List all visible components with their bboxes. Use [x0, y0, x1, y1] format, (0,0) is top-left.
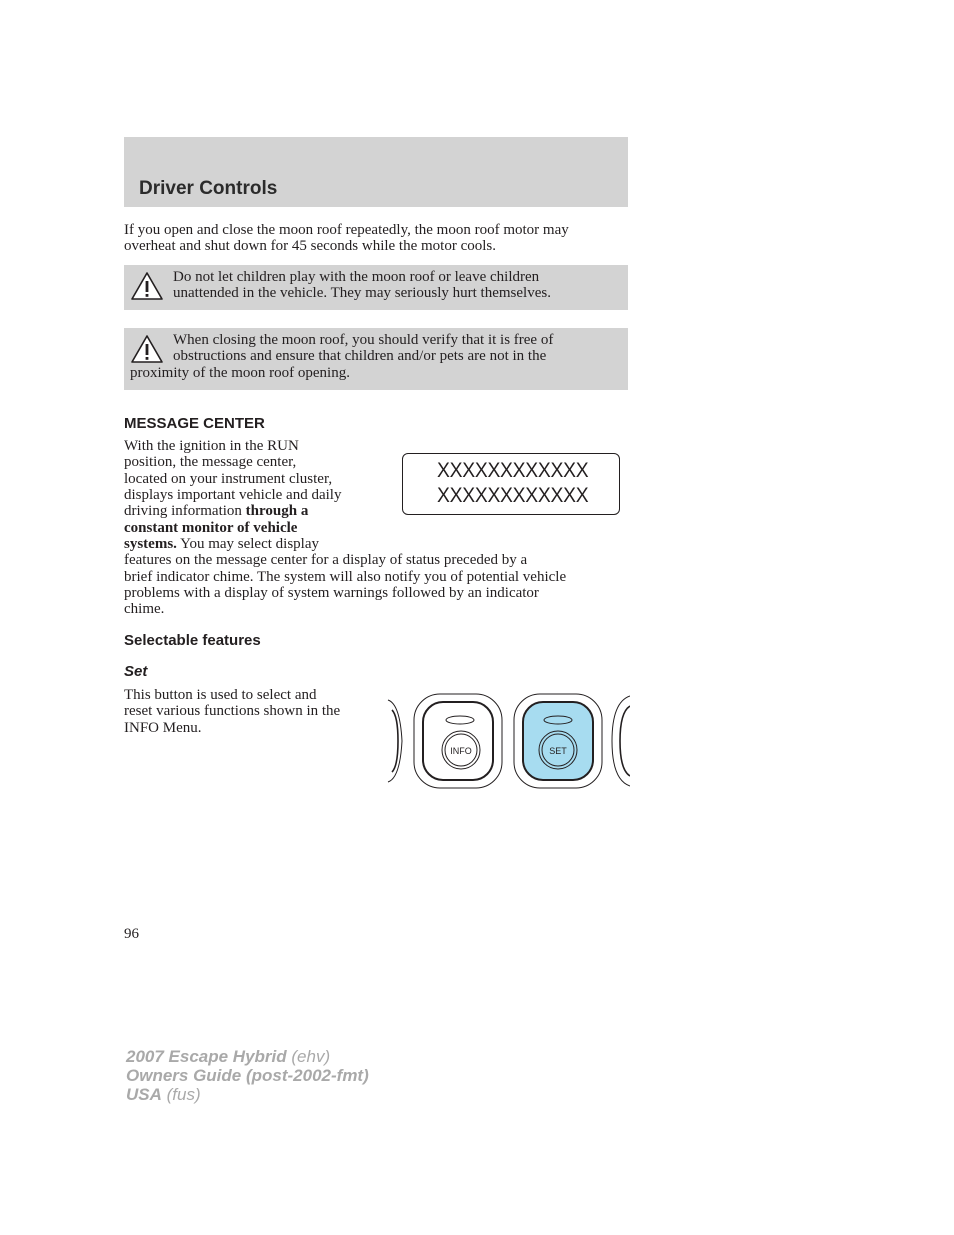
- text-bold: constant monitor of vehicle: [124, 520, 298, 536]
- message-center-line: problems with a display of system warnings followed by an indicator: [124, 585, 539, 601]
- footer-line: [126, 1066, 369, 1085]
- message-center-display: [402, 453, 620, 515]
- message-center-heading: MESSAGE CENTER: [124, 415, 265, 432]
- footer-code: (fus): [161, 1085, 201, 1104]
- text-normal: You may select display: [176, 536, 319, 552]
- warning-box-children: [124, 265, 628, 310]
- warning-icon: [130, 334, 164, 364]
- message-center-line: [124, 520, 297, 536]
- message-center-line: located on your instrument cluster,: [124, 471, 333, 487]
- message-center-line: features on the message center for a display of status preceded by a: [124, 552, 528, 568]
- footer-model: 2007 Escape Hybrid: [126, 1047, 287, 1066]
- display-line: XXXXXXXXXXXX: [437, 484, 589, 507]
- warning-box-moon-roof: [124, 328, 628, 390]
- warning-text-line: Do not let children play with the moon roof or leave children: [173, 269, 540, 285]
- warning-text-line: obstructions and ensure that children and/or pets are not in the: [173, 348, 547, 364]
- message-center-line: displays important vehicle and daily: [124, 487, 342, 503]
- text-normal: driving information: [124, 503, 246, 519]
- footer-market: USA: [126, 1085, 162, 1104]
- message-center-line: With the ignition in the RUN: [124, 438, 299, 454]
- selectable-features-heading: Selectable features: [124, 632, 261, 649]
- set-description-line: reset various functions shown in the: [124, 703, 341, 719]
- set-description-line: This button is used to select and: [124, 687, 317, 703]
- info-set-buttons-illustration: [386, 692, 630, 790]
- page-number: 96: [124, 926, 139, 942]
- footer-line: [126, 1047, 330, 1066]
- warning-text-line: proximity of the moon roof opening.: [130, 365, 350, 381]
- warning-text-line: When closing the moon roof, you should verify that it is free of: [173, 332, 554, 348]
- message-center-line: chime.: [124, 601, 165, 617]
- message-center-line: brief indicator chime. The system will also notify you of potential vehicle: [124, 569, 567, 585]
- set-button-label: SET: [549, 746, 567, 756]
- message-center-line: position, the message center,: [124, 454, 297, 470]
- footer-code: (ehv): [286, 1047, 331, 1066]
- text-bold: through a: [245, 503, 309, 519]
- footer-guide: Owners Guide (post-2002-fmt): [126, 1066, 369, 1085]
- message-center-line: [124, 536, 319, 552]
- warning-text-line: unattended in the vehicle. They may seriously hurt themselves.: [173, 285, 551, 301]
- set-subheading: Set: [124, 663, 148, 680]
- message-center-line: [124, 503, 308, 519]
- set-description-line: INFO Menu.: [124, 720, 202, 736]
- intro-paragraph: If you open and close the moon roof repeatedly, the moon roof motor may overheat and shut down for 45 seconds while the motor cools.: [124, 222, 569, 255]
- info-button-label: INFO: [450, 746, 472, 756]
- warning-icon: [130, 271, 164, 301]
- text-bold: systems.: [124, 536, 177, 552]
- footer-line: [126, 1085, 201, 1104]
- section-title: Driver Controls: [139, 178, 278, 199]
- display-line: XXXXXXXXXXXX: [437, 459, 589, 482]
